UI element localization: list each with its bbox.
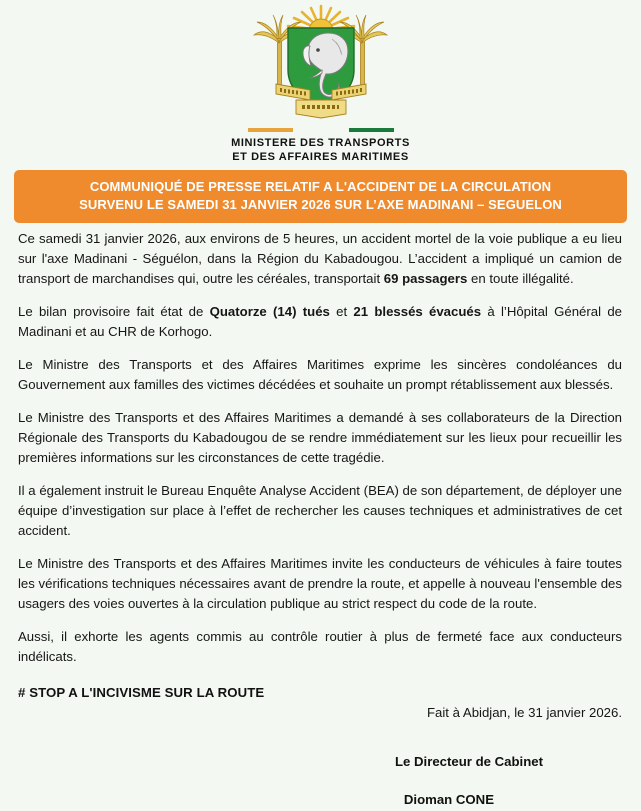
- paragraph-driver-appeal: Le Ministre des Transports et des Affaires Maritimes invite les conducteurs de véhicules à faire toutes les vérifications techniques nécessaires avant de prendre la route, et appelle à nouveau l'ensemble des usagers des voies ouvertes à la circulation publique au strict respect du code de la route.: [18, 556, 622, 611]
- p1-passenger-count: 69 passagers: [383, 271, 468, 286]
- flag-bar-orange: [248, 128, 293, 132]
- place-and-date: Fait à Abidjan, le 31 janvier 2026.: [426, 705, 622, 720]
- paragraph-casualty-report: [18, 302, 622, 342]
- ministry-name-line2: ET DES AFFAIRES MARITIMES: [232, 151, 409, 163]
- p2-text-b: et: [329, 304, 354, 319]
- p2-deaths-count: Quatorze (14) tués: [209, 304, 330, 319]
- paragraph-bea-investigation: Il a également instruit le Bureau Enquête Analyse Accident (BEA) de son département, de déployer une équipe d’investigation sur place à l’effet de rechercher les causes techniques et administratives de cet accident.: [18, 483, 622, 538]
- paragraph-road-control-agents: Aussi, il exhorte les agents commis au contrôle routier à plus de fermeté face aux conducteurs indélicats.: [18, 629, 622, 664]
- paragraph-accident-summary: [18, 229, 622, 289]
- signatory-name: Dioman CONE: [403, 792, 494, 807]
- p1-text-a: Ce samedi 31 janvier 2026, aux environs de 5 heures, un accident mortel de la voie publique a eu lieu sur l'axe Madinani - Séguélon, dans la Région du Kabadougou. L’accident a impliqué un camion de transport de marchandises qui, outre les céréales, transportait: [18, 231, 622, 286]
- signatory-title: Le Directeur de Cabinet: [394, 754, 543, 769]
- ministry-name-line1: MINISTERE DES TRANSPORTS: [231, 137, 410, 149]
- p1-text-b: en toute illégalité.: [467, 271, 574, 286]
- flag-bar-green: [349, 128, 394, 132]
- press-release-title-banner: [14, 170, 627, 223]
- banner-title-line1: COMMUNIQUÉ DE PRESSE RELATIF A L'ACCIDENT DE LA CIRCULATION: [89, 179, 552, 194]
- p2-text-a: Le bilan provisoire fait état de: [18, 304, 210, 319]
- paragraph-condolences: Le Ministre des Transports et des Affaires Maritimes exprime les sincères condoléances du Gouvernement aux familles des victimes décédées et souhaite un prompt rétablissement aux blessés.: [18, 357, 622, 392]
- paragraph-regional-directorate: Le Ministre des Transports et des Affaires Maritimes a demandé à ses collaborateurs de la Direction Régionale des Transports du Kabadougou de se rendre immédiatement sur les lieux pour recueillir les premières informations sur les circonstances de cette tragédie.: [18, 410, 622, 465]
- press-release-body: [18, 229, 622, 667]
- cote-divoire-coat-of-arms-icon: [248, 4, 394, 126]
- p2-text-c: à l’Hôpital Général de Madinani et au CHR de Korhogo.: [18, 304, 622, 339]
- campaign-slogan: # STOP A L'INCIVISME SUR LA ROUTE: [18, 685, 265, 700]
- document-header: [0, 0, 641, 164]
- banner-title-line2: SURVENU LE SAMEDI 31 JANVIER 2026 SUR L’AXE MADINANI – SEGUELON: [79, 197, 562, 212]
- flag-color-bars: [248, 127, 394, 133]
- p2-injured-count: 21 blessés évacués: [353, 304, 482, 319]
- ministry-name: [231, 136, 410, 164]
